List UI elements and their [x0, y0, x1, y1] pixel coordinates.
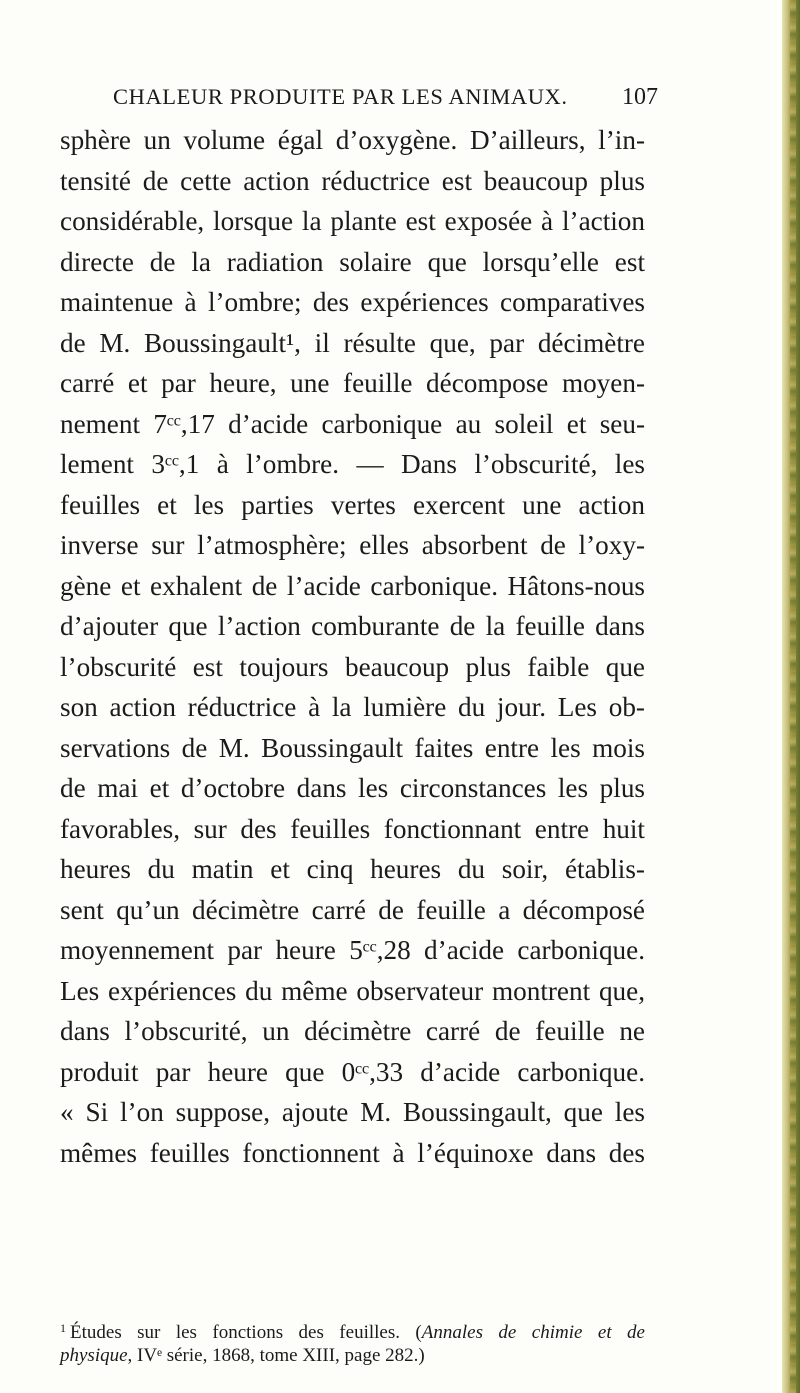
text-line: son action réductrice à la lumière du jour. Les ob-	[60, 692, 645, 722]
text-line: moyennement par heure 5ᶜᶜ,28 d’acide carbonique.	[60, 935, 645, 965]
text-line: mêmes feuilles fonctionnent à l’équinoxe dans des	[60, 1137, 645, 1168]
footnotes	[60, 1314, 645, 1370]
body-text	[60, 120, 645, 1173]
running-title: CHALEUR PRODUITE PAR LES ANIMAUX.	[113, 84, 568, 109]
text-line: d’ajouter que l’action comburante de la feuille dans	[60, 611, 645, 641]
text-line: nement 7ᶜᶜ,17 d’acide carbonique au soleil et seu-	[60, 408, 645, 439]
page-edge	[782, 0, 800, 1393]
footnote-line	[60, 1342, 645, 1370]
text-line: gène et exhalent de l’acide carbonique. Hâtons-nous	[60, 570, 645, 601]
text-line: carré et par heure, une feuille décompose moyen-	[60, 368, 645, 398]
page-edge-texture	[790, 0, 796, 1393]
footnote-journal-title: Annales de chimie et de	[421, 1322, 645, 1343]
footnote-line	[60, 1314, 645, 1342]
footnote-journal-title-cont: physique	[60, 1345, 128, 1366]
page-number: 107	[622, 84, 658, 110]
text-line: Les expériences du même observateur montrent que,	[60, 975, 645, 1006]
text-line: servations de M. Boussingault faites entre les mois	[60, 732, 645, 763]
text-line: directe de la radiation solaire que lorsqu’elle est	[60, 246, 645, 277]
text-line: considérable, lorsque la plante est exposée à l’action	[60, 206, 645, 236]
text-line: « Si l’on suppose, ajoute M. Boussingault, que les	[60, 1097, 645, 1127]
running-header	[113, 84, 658, 118]
text-line: favorables, sur des feuilles fonctionnant entre huit	[60, 813, 645, 844]
footnote-text: Études sur les fonctions des feuilles. (	[70, 1322, 422, 1343]
text-line: sent qu’un décimètre carré de feuille a décomposé	[60, 894, 645, 925]
text-line: tensité de cette action réductrice est beaucoup plus	[60, 165, 645, 196]
text-line: lement 3ᶜᶜ,1 à l’ombre. — Dans l’obscurité, les	[60, 449, 645, 479]
text-line: de M. Boussingault¹, il résulte que, par décimètre	[60, 327, 645, 358]
text-line: heures du matin et cinq heures du soir, établis-	[60, 854, 645, 884]
text-line: de mai et d’octobre dans les circonstances les plus	[60, 773, 645, 803]
text-line: inverse sur l’atmosphère; elles absorbent de l’oxy-	[60, 530, 645, 560]
footnote-reference: , IVᵉ série, 1868, tome XIII, page 282.)	[127, 1345, 425, 1366]
text-line: l’obscurité est toujours beaucoup plus faible que	[60, 651, 645, 682]
text-line: produit par heure que 0ᶜᶜ,33 d’acide carbonique.	[60, 1056, 645, 1087]
text-line: feuilles et les parties vertes exercent une action	[60, 489, 645, 520]
text-line: dans l’obscurité, un décimètre carré de feuille ne	[60, 1016, 645, 1046]
footnote-number: 1	[60, 1321, 66, 1335]
text-line: sphère un volume égal d’oxygène. D’ailleurs, l’in-	[60, 125, 645, 155]
text-line: maintenue à l’ombre; des expériences comparatives	[60, 287, 645, 317]
